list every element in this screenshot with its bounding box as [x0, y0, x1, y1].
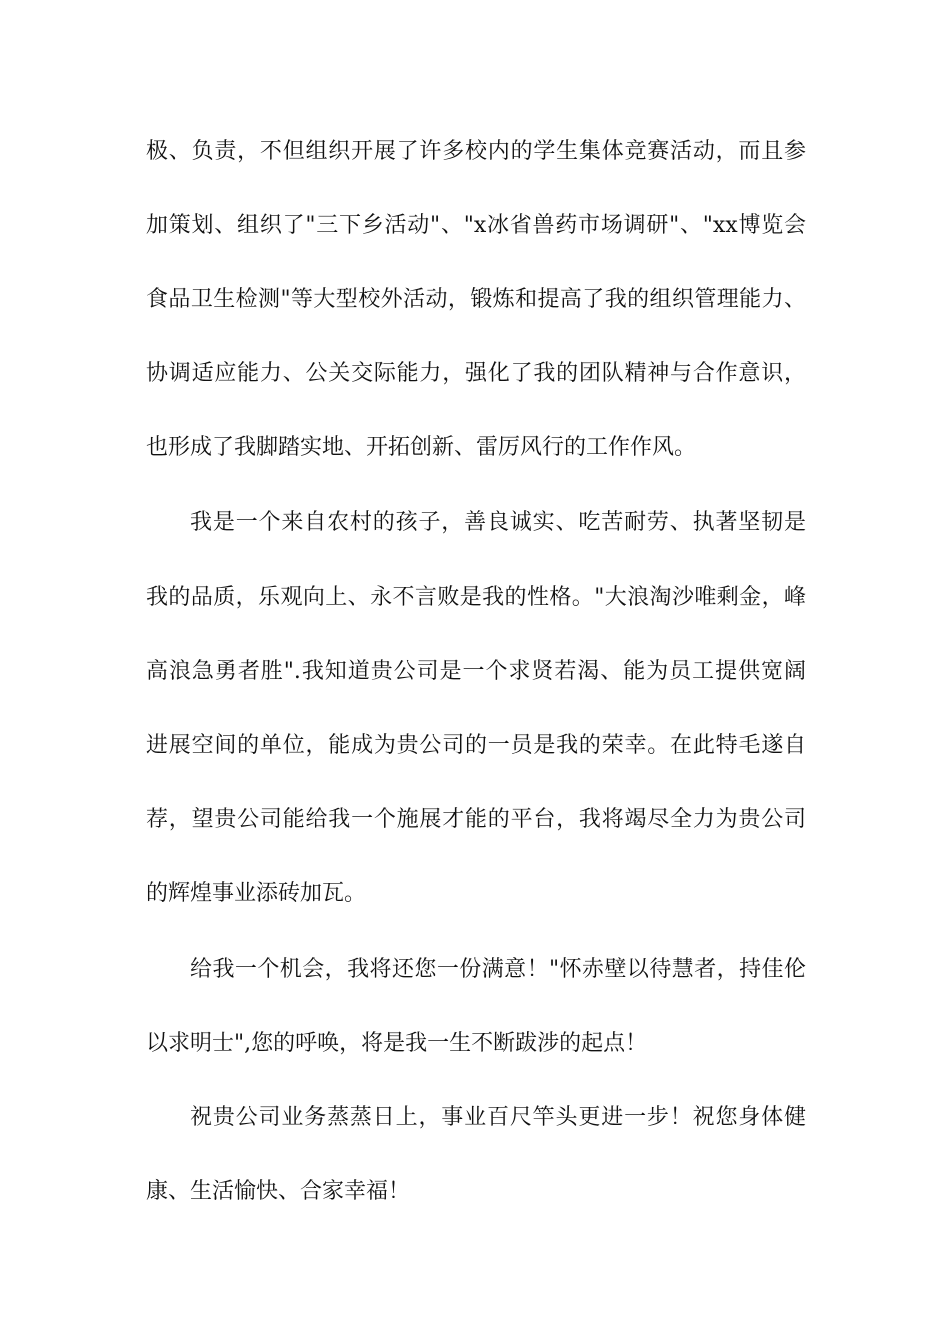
paragraph-first-line: 祝贵公司业务蒸蒸日上，事业百尺竿头更进一步！祝您身体健 [190, 1105, 806, 1130]
text-line: 加策划、组织了"三下乡活动"、"x冰省兽药市场调研"、"xx博览会 [146, 213, 806, 238]
text-line: 也形成了我脚踏实地、开拓创新、雷厉风行的工作作风。 [146, 435, 697, 460]
text-line: 协调适应能力、公关交际能力，强化了我的团队精神与合作意识， [146, 361, 806, 386]
text-line: 极、负责，不但组织开展了许多校内的学生集体竞赛活动，而且参 [146, 139, 806, 164]
paragraph-first-line: 给我一个机会，我将还您一份满意！"怀赤壁以待慧者，持佳伦 [190, 957, 806, 982]
text-line: 荐，望贵公司能给我一个施展才能的平台，我将竭尽全力为贵公司 [146, 807, 806, 832]
text-line: 以求明士",您的呼唤，将是我一生不断跋涉的起点！ [146, 1031, 648, 1056]
text-line: 康、生活愉快、合家幸福！ [146, 1179, 411, 1204]
text-line: 高浪急勇者胜".我知道贵公司是一个求贤若渴、能为员工提供宽阔 [146, 659, 806, 684]
text-line: 食品卫生检测"等大型校外活动，锻炼和提高了我的组织管理能力、 [146, 287, 806, 312]
text-line: 的辉煌事业添砖加瓦。 [146, 881, 367, 906]
paragraph-first-line: 我是一个来自农村的孩子，善良诚实、吃苦耐劳、执著坚韧是 [190, 510, 806, 535]
text-line: 我的品质，乐观向上、永不言败是我的性格。"大浪淘沙唯剩金，峰 [146, 585, 806, 610]
text-line: 进展空间的单位，能成为贵公司的一员是我的荣幸。在此特毛遂自 [146, 733, 806, 758]
